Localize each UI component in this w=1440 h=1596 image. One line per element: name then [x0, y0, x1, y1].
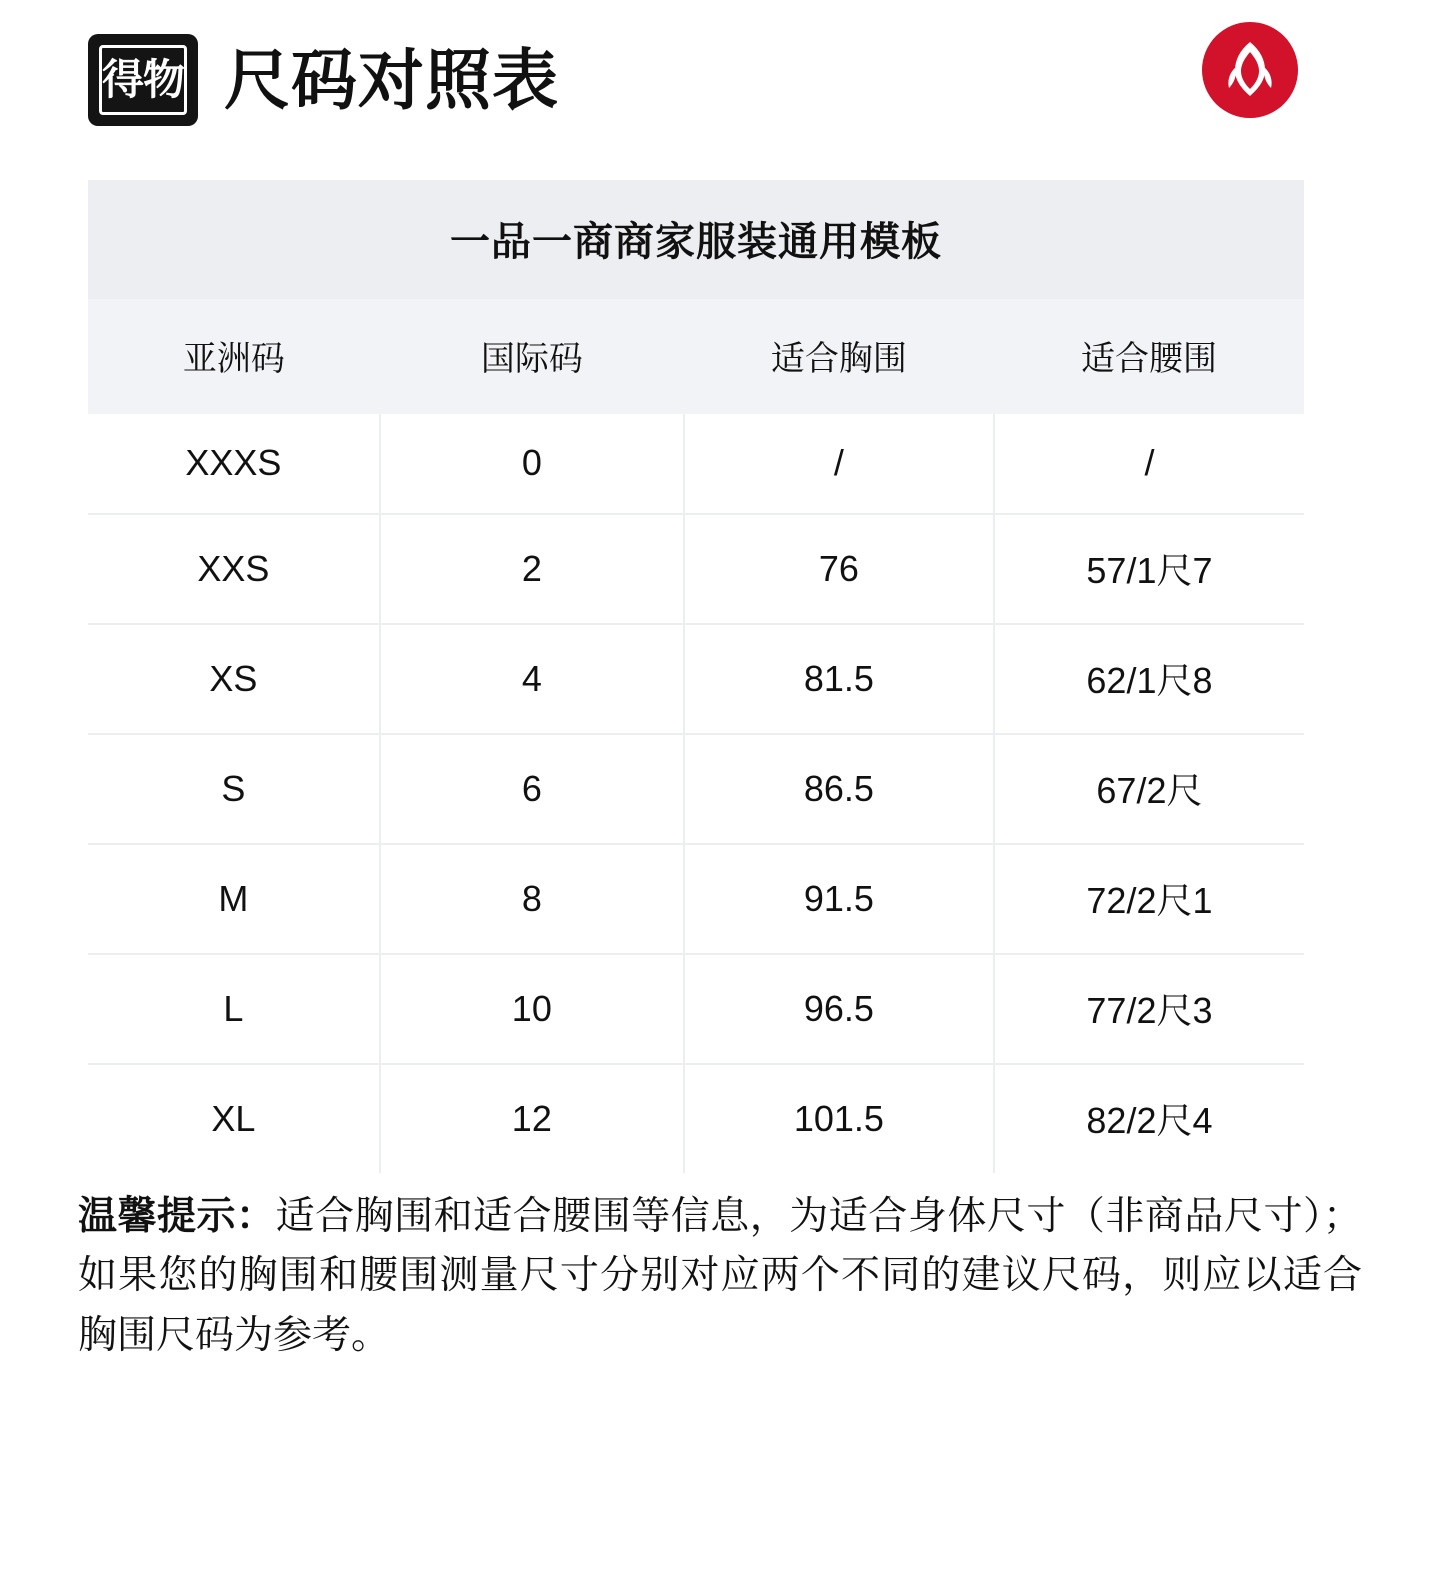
cell-bust: 81.5 — [684, 624, 994, 734]
notice-text: 适合胸围和适合腰围等信息，为适合身体尺寸（非商品尺寸）；如果您的胸围和腰围测量尺寸分别对应两个不同的建议尺码，则应以适合胸围尺码为参考。 — [78, 1195, 1362, 1357]
cell-asia-size: XXXS — [88, 414, 380, 514]
dewu-logo-text: 得物 — [99, 45, 187, 115]
cell-intl-size: 2 — [380, 514, 684, 624]
page-title: 尺码对照表 — [224, 43, 559, 117]
table-caption: 一品一商商家服装通用模板 — [88, 180, 1304, 299]
size-table-wrap — [88, 180, 1304, 1173]
table-header-row — [88, 299, 1304, 414]
cell-waist: 57/1尺7 — [994, 514, 1304, 624]
cell-asia-size: L — [88, 954, 380, 1064]
column-header-intl-size: 国际码 — [380, 299, 684, 414]
table-row — [88, 514, 1304, 624]
cell-asia-size: M — [88, 844, 380, 954]
cell-bust: 76 — [684, 514, 994, 624]
cell-intl-size: 0 — [380, 414, 684, 514]
cell-asia-size: S — [88, 734, 380, 844]
cell-waist: 62/1尺8 — [994, 624, 1304, 734]
size-table — [88, 180, 1304, 1173]
dewu-logo-icon — [88, 34, 198, 126]
notice-block — [78, 1187, 1362, 1365]
cell-asia-size: XS — [88, 624, 380, 734]
cell-bust: 86.5 — [684, 734, 994, 844]
cell-asia-size: XL — [88, 1064, 380, 1173]
table-row — [88, 844, 1304, 954]
cell-waist: 77/2尺3 — [994, 954, 1304, 1064]
notice-label: 温馨提示： — [78, 1195, 276, 1238]
column-header-asia-size: 亚洲码 — [88, 299, 380, 414]
cell-waist: 67/2尺 — [994, 734, 1304, 844]
table-row — [88, 734, 1304, 844]
column-header-waist: 适合腰围 — [994, 299, 1304, 414]
cell-bust: 91.5 — [684, 844, 994, 954]
table-row — [88, 954, 1304, 1064]
brand-block — [88, 34, 559, 126]
cell-intl-size: 10 — [380, 954, 684, 1064]
cell-bust: 101.5 — [684, 1064, 994, 1173]
cell-waist: / — [994, 414, 1304, 514]
cell-intl-size: 12 — [380, 1064, 684, 1173]
cell-waist: 82/2尺4 — [994, 1064, 1304, 1173]
lululemon-logo-icon — [1202, 22, 1298, 118]
table-row — [88, 414, 1304, 514]
table-row — [88, 1064, 1304, 1173]
table-row — [88, 624, 1304, 734]
page-header — [0, 0, 1440, 180]
cell-bust: / — [684, 414, 994, 514]
cell-waist: 72/2尺1 — [994, 844, 1304, 954]
cell-intl-size: 6 — [380, 734, 684, 844]
cell-intl-size: 4 — [380, 624, 684, 734]
cell-asia-size: XXS — [88, 514, 380, 624]
cell-bust: 96.5 — [684, 954, 994, 1064]
column-header-bust: 适合胸围 — [684, 299, 994, 414]
cell-intl-size: 8 — [380, 844, 684, 954]
